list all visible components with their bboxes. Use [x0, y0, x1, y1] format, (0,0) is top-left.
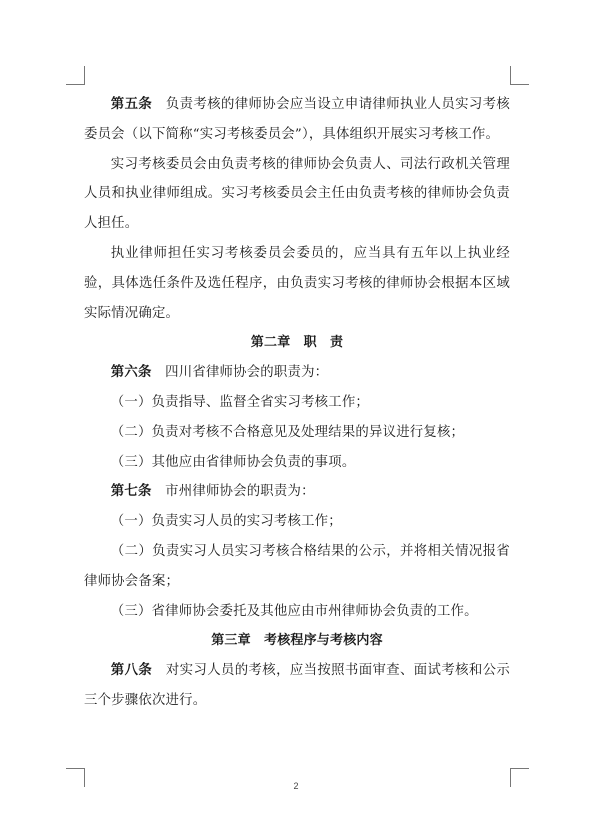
paragraph-text: 实习考核委员会由负责考核的律师协会负责人、司法行政机关管理人员和执业律师组成。实习考核委员会主任由负责考核的律师协会负责人担任。 [84, 156, 510, 232]
article-5-paragraph-3 [84, 239, 510, 328]
chapter-heading: 第三章 考核程序与考核内容 [211, 633, 383, 649]
article-5-paragraph [84, 90, 510, 150]
article-label: 第六条 [110, 364, 152, 381]
paragraph-text: 负责考核的律师协会应当设立申请律师执业人员实习考核委员会（以下简称“实习考核委员会”），具体组织开展实习考核工作。 [84, 97, 511, 142]
article-6-paragraph [84, 358, 510, 388]
paragraph-text: 四川省律师协会的职责为： [165, 365, 329, 381]
chapter-heading: 第二章 职 责 [250, 335, 344, 351]
page-number: 2 [293, 781, 299, 791]
list-item: （二）负责实习人员实习考核合格结果的公示，并将相关情况报省律师协会备案； [84, 543, 510, 589]
list-item: （三）其他应由省律师协会负责的事项。 [110, 454, 356, 470]
paragraph-text: 市州律师协会的职责为： [165, 484, 315, 500]
article-5-paragraph-2 [84, 150, 510, 239]
list-item: （一）负责指导、监督全省实习考核工作； [110, 394, 370, 410]
article-label: 第五条 [110, 96, 153, 112]
list-item: （三）省律师协会委托及其他应由市州律师协会负责的工作。 [110, 603, 478, 619]
crop-mark-top-left [66, 66, 85, 85]
list-item: （一）负责实习人员的实习考核工作； [110, 514, 342, 530]
list-item: （二）负责对考核不合格意见及处理结果的异议进行复核； [110, 424, 465, 440]
paragraph-text: 对实习人员的考核，应当按照书面审查、面试考核和公示三个步骤依次进行。 [84, 663, 511, 708]
article-label: 第八条 [110, 662, 153, 679]
document-body [84, 90, 510, 716]
article-7-paragraph [84, 477, 510, 507]
article-8-paragraph [84, 656, 510, 716]
article-label: 第七条 [110, 483, 152, 500]
crop-mark-top-right [510, 66, 529, 85]
paragraph-text: 执业律师担任实习考核委员会委员的，应当具有五年以上执业经验，具体选任条件及选任程序，由负责实习考核的律师协会根据本区域实际情况确定。 [84, 245, 510, 321]
